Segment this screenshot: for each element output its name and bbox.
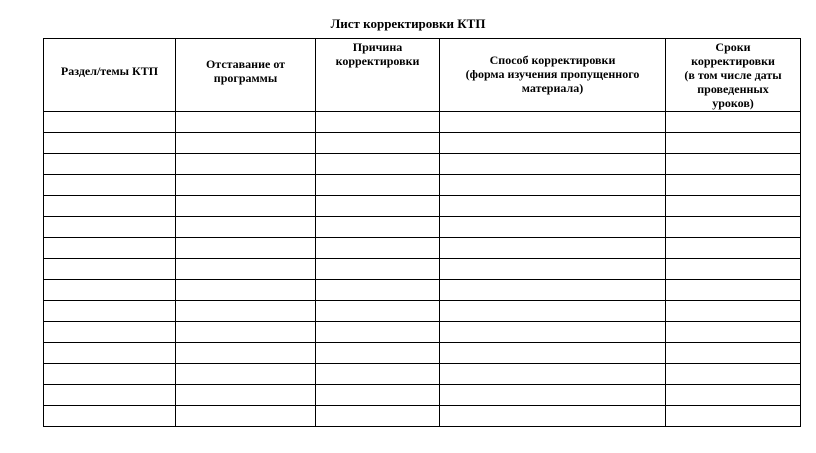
table-row bbox=[44, 154, 801, 175]
table-cell[interactable] bbox=[176, 238, 316, 259]
column-header-section-topics: Раздел/темы КТП bbox=[44, 39, 176, 112]
table-cell[interactable] bbox=[44, 406, 176, 427]
table-cell[interactable] bbox=[44, 196, 176, 217]
table-cell[interactable] bbox=[440, 133, 666, 154]
table-cell[interactable] bbox=[666, 406, 801, 427]
table-cell[interactable] bbox=[316, 301, 440, 322]
table-cell[interactable] bbox=[316, 238, 440, 259]
table-cell[interactable] bbox=[44, 238, 176, 259]
table-cell[interactable] bbox=[666, 343, 801, 364]
table-row bbox=[44, 385, 801, 406]
table-cell[interactable] bbox=[440, 112, 666, 133]
table-cell[interactable] bbox=[666, 238, 801, 259]
table-cell[interactable] bbox=[44, 280, 176, 301]
table-cell[interactable] bbox=[44, 133, 176, 154]
table-row bbox=[44, 112, 801, 133]
column-header-correction-dates: Сроки корректировки (в том числе даты проведенных уроков) bbox=[666, 39, 801, 112]
table-cell[interactable] bbox=[44, 385, 176, 406]
table-cell[interactable] bbox=[176, 322, 316, 343]
table-cell[interactable] bbox=[176, 217, 316, 238]
table-cell[interactable] bbox=[316, 217, 440, 238]
table-cell[interactable] bbox=[44, 259, 176, 280]
table-cell[interactable] bbox=[44, 154, 176, 175]
table-cell[interactable] bbox=[440, 238, 666, 259]
table-cell[interactable] bbox=[440, 175, 666, 196]
table-cell[interactable] bbox=[666, 217, 801, 238]
table-cell[interactable] bbox=[316, 154, 440, 175]
table-cell[interactable] bbox=[666, 196, 801, 217]
table-cell[interactable] bbox=[666, 364, 801, 385]
page-title: Лист корректировки КТП bbox=[330, 16, 486, 31]
table-cell[interactable] bbox=[316, 364, 440, 385]
table-row bbox=[44, 364, 801, 385]
table-cell[interactable] bbox=[666, 259, 801, 280]
table-cell[interactable] bbox=[176, 343, 316, 364]
table-cell[interactable] bbox=[666, 133, 801, 154]
table-row bbox=[44, 343, 801, 364]
table-cell[interactable] bbox=[176, 406, 316, 427]
table-cell[interactable] bbox=[440, 259, 666, 280]
table-row bbox=[44, 406, 801, 427]
table-cell[interactable] bbox=[44, 322, 176, 343]
table-cell[interactable] bbox=[176, 154, 316, 175]
table-cell[interactable] bbox=[666, 154, 801, 175]
table-cell[interactable] bbox=[176, 280, 316, 301]
header-row bbox=[44, 39, 801, 112]
table-cell[interactable] bbox=[666, 385, 801, 406]
table-cell[interactable] bbox=[316, 322, 440, 343]
table-cell[interactable] bbox=[440, 301, 666, 322]
table-row bbox=[44, 196, 801, 217]
table-cell[interactable] bbox=[44, 343, 176, 364]
table-cell[interactable] bbox=[44, 112, 176, 133]
table-cell[interactable] bbox=[176, 385, 316, 406]
table-row bbox=[44, 259, 801, 280]
table-cell[interactable] bbox=[440, 406, 666, 427]
table-cell[interactable] bbox=[316, 385, 440, 406]
table-cell[interactable] bbox=[666, 280, 801, 301]
table-cell[interactable] bbox=[666, 175, 801, 196]
table-cell[interactable] bbox=[176, 133, 316, 154]
table-cell[interactable] bbox=[176, 175, 316, 196]
table-cell[interactable] bbox=[176, 196, 316, 217]
table-cell[interactable] bbox=[316, 112, 440, 133]
table-row bbox=[44, 217, 801, 238]
table-cell[interactable] bbox=[316, 343, 440, 364]
table-cell[interactable] bbox=[440, 322, 666, 343]
table-cell[interactable] bbox=[176, 301, 316, 322]
correction-table bbox=[43, 38, 801, 427]
table-cell[interactable] bbox=[316, 406, 440, 427]
table-cell[interactable] bbox=[316, 175, 440, 196]
table-cell[interactable] bbox=[666, 112, 801, 133]
table-cell[interactable] bbox=[666, 301, 801, 322]
table-cell[interactable] bbox=[440, 154, 666, 175]
column-header-program-lag: Отставание от программы bbox=[176, 39, 316, 112]
table-row bbox=[44, 322, 801, 343]
column-header-correction-reason: Причина корректировки bbox=[316, 39, 440, 112]
table-row bbox=[44, 175, 801, 196]
table-row bbox=[44, 301, 801, 322]
table-cell[interactable] bbox=[176, 364, 316, 385]
table-cell[interactable] bbox=[44, 364, 176, 385]
table-row bbox=[44, 280, 801, 301]
table-cell[interactable] bbox=[44, 301, 176, 322]
table-cell[interactable] bbox=[316, 133, 440, 154]
table-row bbox=[44, 133, 801, 154]
table-body bbox=[44, 112, 801, 427]
table-cell[interactable] bbox=[316, 196, 440, 217]
column-header-correction-method: Способ корректировки (форма изучения пропущенного материала) bbox=[440, 39, 666, 112]
table-cell[interactable] bbox=[666, 322, 801, 343]
table-cell[interactable] bbox=[316, 280, 440, 301]
table-cell[interactable] bbox=[440, 280, 666, 301]
table-row bbox=[44, 238, 801, 259]
table-cell[interactable] bbox=[176, 112, 316, 133]
table-cell[interactable] bbox=[440, 343, 666, 364]
table-cell[interactable] bbox=[44, 217, 176, 238]
table-cell[interactable] bbox=[440, 196, 666, 217]
table-cell[interactable] bbox=[440, 385, 666, 406]
table-cell[interactable] bbox=[44, 175, 176, 196]
table-cell[interactable] bbox=[176, 259, 316, 280]
table-cell[interactable] bbox=[316, 259, 440, 280]
table-cell[interactable] bbox=[440, 364, 666, 385]
table-cell[interactable] bbox=[440, 217, 666, 238]
